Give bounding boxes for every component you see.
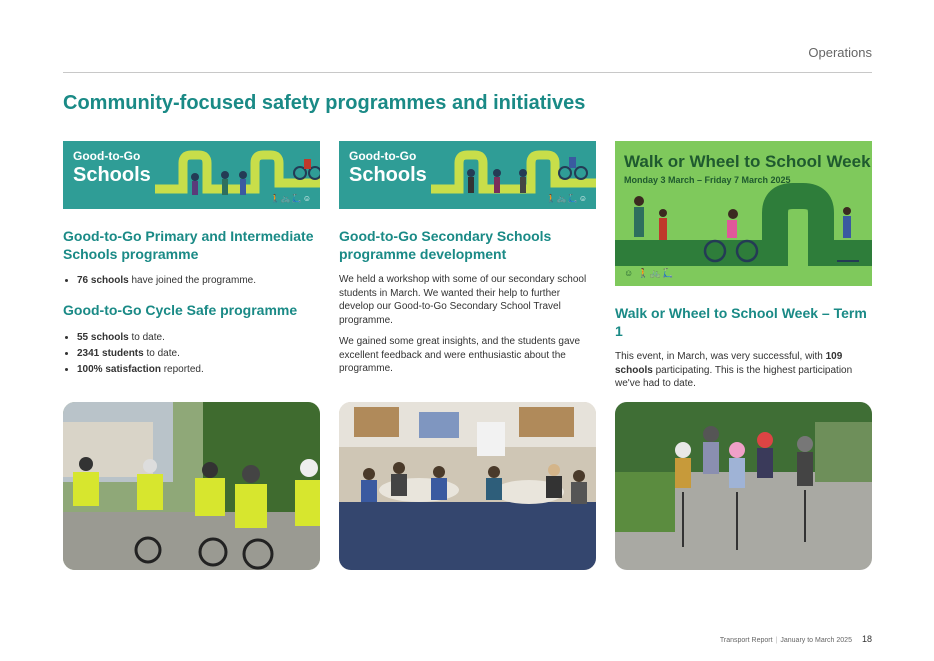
page-title: Community-focused safety programmes and initiatives	[63, 92, 586, 114]
students-workshop-image	[339, 402, 596, 570]
walk-or-wheel-banner	[615, 141, 872, 286]
section-label: Operations	[808, 45, 872, 60]
primary-programme-heading: Good-to-Go Primary and Intermediate Schools programme	[63, 228, 314, 263]
secondary-programme-heading: Good-to-Go Secondary Schools programme development	[339, 228, 552, 263]
students-cycling-image	[63, 402, 320, 570]
good-to-go-logo: Good-to-Go Schools	[349, 149, 427, 186]
walk-or-wheel-paragraph: This event, in March, was very successful, with 109 schools participating. This is the highest participation we've had to date.	[615, 351, 853, 390]
good-to-go-banner-primary	[63, 141, 320, 209]
page-footer: Transport Report | January to March 2025 18	[719, 634, 872, 644]
list-item: • 2341 students to date.	[77, 346, 320, 362]
report-period: January to March 2025	[780, 637, 852, 644]
list-item: • 55 schools to date.	[77, 330, 320, 346]
header-divider	[63, 72, 872, 73]
secondary-paragraph-2: We gained some great insights, and the students gave excellent feedback and were enthusiastic about the programme.	[339, 336, 581, 375]
column-walk-or-wheel	[615, 141, 872, 399]
cyclists-photo	[63, 402, 320, 570]
walk-or-wheel-title: Walk or Wheel to School Week	[624, 152, 871, 171]
list-item: • 100% satisfaction reported.	[77, 362, 320, 378]
mode-icons: ☺ 🚶🚲🛴	[624, 268, 675, 278]
walk-or-wheel-heading: Walk or Wheel to School Week – Term 1	[615, 305, 867, 340]
primary-programme-list	[63, 273, 320, 289]
column-primary-schools	[63, 141, 320, 378]
good-to-go-logo: Good-to-Go Schools	[73, 149, 151, 186]
scooter-kids-photo	[615, 402, 872, 570]
cycle-safe-list	[63, 330, 320, 378]
list-item: • 76 schools have joined the programme.	[77, 273, 320, 289]
mode-icons: 🚶🚲🛴☺	[545, 194, 588, 203]
report-name: Transport Report	[719, 637, 773, 644]
secondary-paragraph-1: We held a workshop with some of our secondary school students in March. We wanted their help to further develop our Good-to-Go Secondary School Travel programme.	[339, 274, 587, 326]
children-on-scooters-image	[615, 402, 872, 570]
column-secondary-schools	[339, 141, 596, 384]
page-number: 18	[861, 634, 872, 644]
mode-icons: 🚶🚲🛴☺	[269, 194, 312, 203]
cycle-safe-heading: Good-to-Go Cycle Safe programme	[63, 302, 298, 319]
workshop-photo	[339, 402, 596, 570]
good-to-go-banner-secondary	[339, 141, 596, 209]
walk-or-wheel-dates: Monday 3 March – Friday 7 March 2025	[624, 175, 791, 185]
